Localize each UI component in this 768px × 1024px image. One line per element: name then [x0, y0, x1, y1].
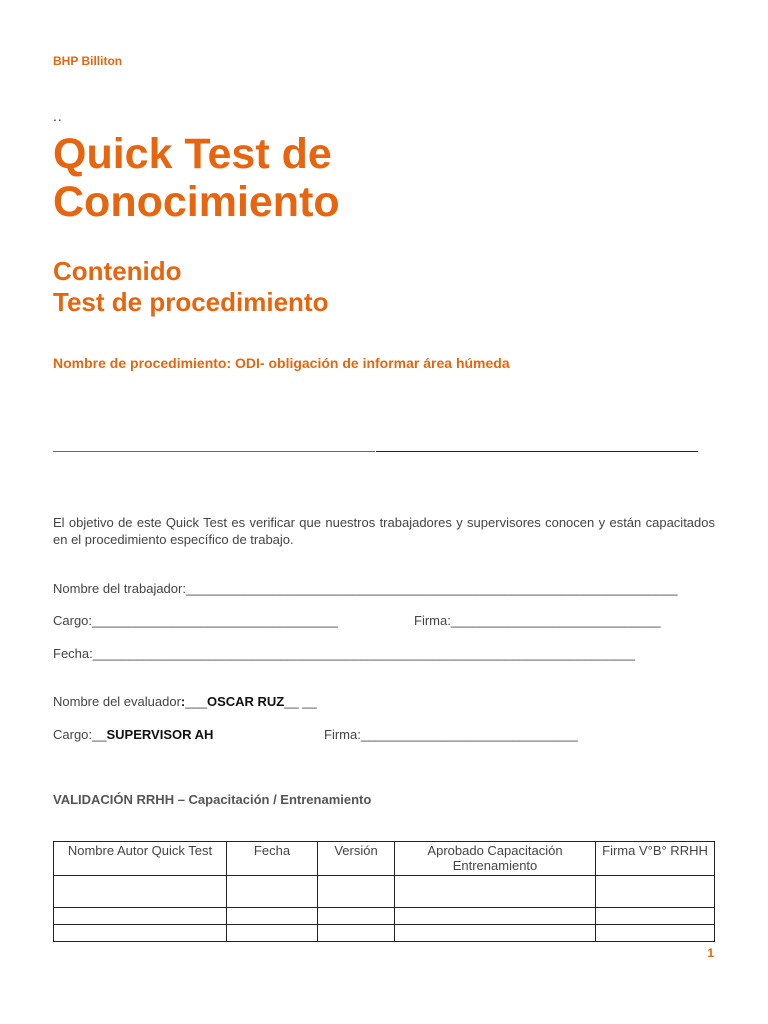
worker-firma-label: Firma: — [414, 613, 451, 628]
table-cell[interactable] — [227, 925, 318, 942]
table-cell[interactable] — [227, 908, 318, 925]
title-line-2: Conocimiento — [53, 178, 340, 226]
table-header-row — [54, 842, 715, 876]
title-line-1: Quick Test de — [53, 130, 332, 178]
header-version: Versión — [318, 842, 395, 876]
header-aprobado: Aprobado Capacitación Entrenamiento — [395, 842, 596, 876]
evaluator-firma-line: ______________________________ — [360, 727, 578, 742]
table-cell[interactable] — [395, 876, 596, 908]
table-cell[interactable] — [318, 908, 395, 925]
document-subtitle — [53, 256, 328, 318]
evaluator-name-colon: : — [180, 694, 186, 709]
table-cell[interactable] — [54, 925, 227, 942]
worker-name-field — [53, 581, 678, 596]
evaluator-name-prefix: ___ — [185, 694, 207, 709]
worker-fecha-label: Fecha: — [53, 646, 93, 661]
evaluator-name-label: Nombre del evaluador — [53, 694, 181, 709]
worker-name-line: ____________________________________________________________________ — [185, 581, 678, 596]
table-row — [54, 925, 715, 942]
worker-fecha-field — [53, 646, 635, 661]
company-name: BHP Billiton — [53, 54, 123, 68]
table-cell[interactable] — [318, 925, 395, 942]
header-fecha: Fecha — [227, 842, 318, 876]
table-cell[interactable] — [395, 925, 596, 942]
table-cell[interactable] — [318, 876, 395, 908]
worker-firma-field — [414, 613, 661, 628]
subtitle-line-1: Contenido — [53, 256, 182, 286]
validation-title: VALIDACIÓN RRHH – Capacitación / Entrenamiento — [53, 792, 372, 807]
evaluator-cargo-prefix: __ — [92, 727, 107, 742]
table-cell[interactable] — [395, 908, 596, 925]
table-cell[interactable] — [596, 925, 715, 942]
table-cell[interactable] — [596, 908, 715, 925]
decorative-dots: .. — [53, 108, 63, 124]
evaluator-cargo-value: SUPERVISOR AH — [106, 727, 214, 742]
divider-left — [53, 451, 375, 452]
evaluator-firma-label: Firma: — [324, 727, 361, 742]
validation-table — [53, 841, 715, 942]
worker-cargo-label: Cargo: — [53, 613, 93, 628]
table-cell[interactable] — [54, 876, 227, 908]
subtitle-line-2: Test de procedimiento — [53, 287, 329, 317]
table-row — [54, 908, 715, 925]
header-firma: Firma V°B° RRHH — [596, 842, 715, 876]
evaluator-cargo-field — [53, 727, 213, 742]
evaluator-name-field — [53, 694, 317, 709]
worker-firma-line: _____________________________ — [450, 613, 661, 628]
divider-right — [376, 451, 698, 452]
objective-paragraph: El objetivo de este Quick Test es verificar que nuestros trabajadores y supervisores conocen y están capacitados en el procedimiento específico de trabajo. — [53, 515, 715, 547]
worker-cargo-line: __________________________________ — [92, 613, 338, 628]
table-row — [54, 876, 715, 908]
table-cell[interactable] — [227, 876, 318, 908]
evaluator-name-value: OSCAR RUZ — [206, 694, 285, 709]
worker-cargo-field — [53, 613, 338, 628]
evaluator-cargo-label: Cargo: — [53, 727, 93, 742]
evaluator-name-suffix: __ __ — [284, 694, 317, 709]
evaluator-firma-field — [324, 727, 578, 742]
page-number: 1 — [707, 946, 714, 960]
table-cell[interactable] — [54, 908, 227, 925]
worker-fecha-line: ___________________________________________________________________________ — [92, 646, 635, 661]
document-title — [53, 130, 340, 226]
procedure-name: Nombre de procedimiento: ODI- obligación de informar área húmeda — [53, 355, 510, 371]
worker-name-label: Nombre del trabajador: — [53, 581, 186, 596]
header-autor: Nombre Autor Quick Test — [54, 842, 227, 876]
table-cell[interactable] — [596, 876, 715, 908]
